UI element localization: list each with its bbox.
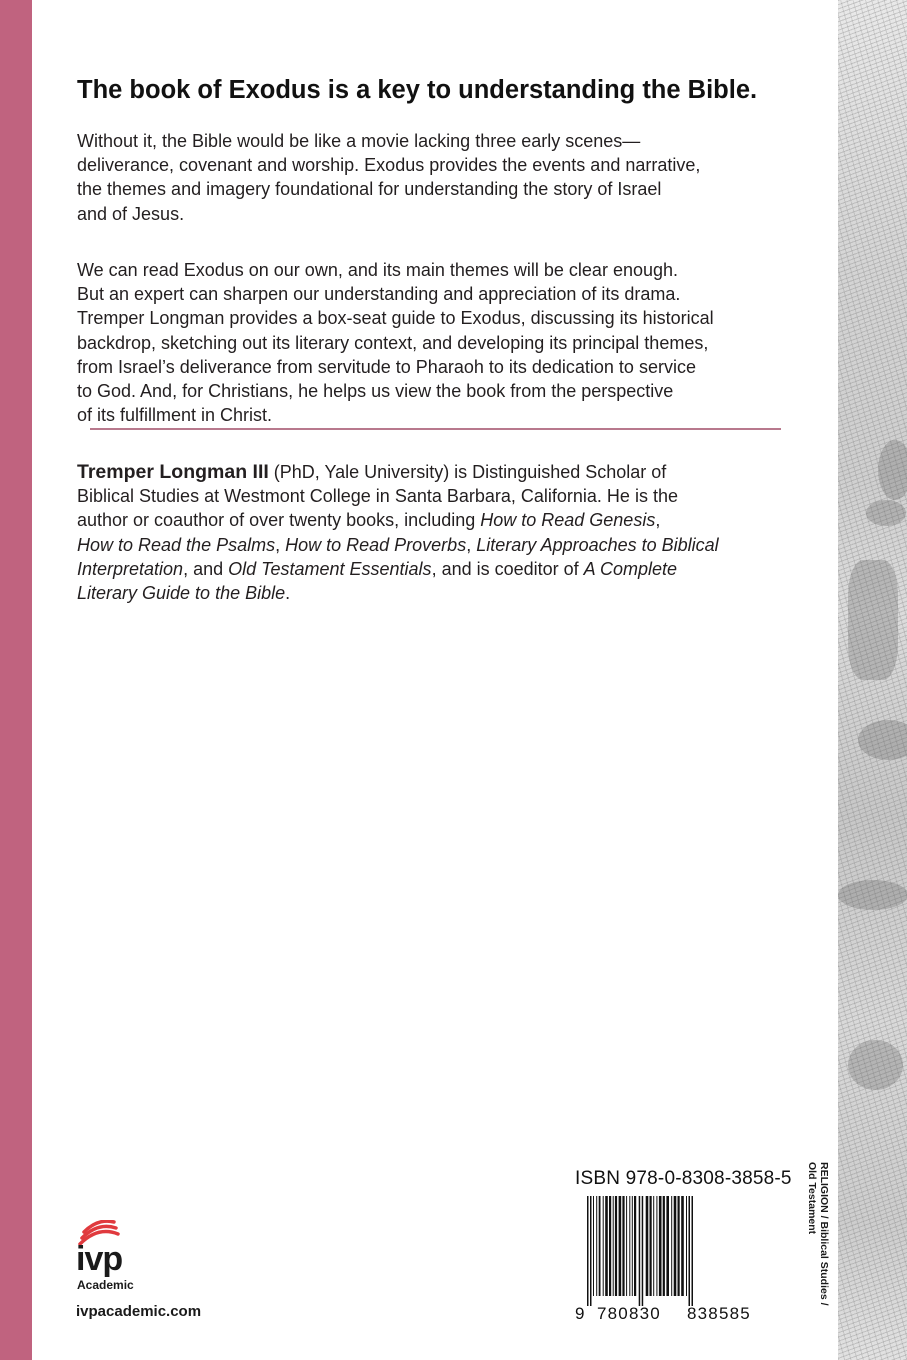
isbn-label: ISBN 978-0-8308-3858-5 xyxy=(575,1168,792,1189)
barcode-bar xyxy=(590,1196,592,1306)
barcode-bar xyxy=(622,1196,624,1296)
barcode-bar xyxy=(593,1196,594,1296)
book-title: Interpretation xyxy=(77,558,184,579)
barcode-bar xyxy=(629,1196,630,1296)
barcode-bar xyxy=(642,1196,644,1306)
book-title: How to Read Proverbs xyxy=(285,534,467,555)
text-line: Literary Guide to the Bible. xyxy=(77,583,291,604)
barcode-digits-left: 780830 xyxy=(597,1304,661,1323)
barcode-bar xyxy=(599,1196,601,1296)
left-color-band xyxy=(0,0,32,1360)
barcode-bar xyxy=(663,1196,665,1296)
barcode-bar xyxy=(671,1196,672,1296)
text-line: Biblical Studies at Westmont College in Santa Barbara, California. He is the xyxy=(77,486,678,507)
barcode-bar xyxy=(615,1196,617,1296)
barcode-bar xyxy=(626,1196,627,1296)
barcode-bar xyxy=(603,1196,604,1296)
barcode-bar xyxy=(619,1196,622,1296)
text-line: Without it, the Bible would be like a movie lacking three early scenes— xyxy=(77,131,641,151)
logo-wordmark: ivp xyxy=(76,1240,123,1278)
book-title: Old Testament Essentials xyxy=(228,558,432,579)
barcode-bar xyxy=(605,1196,608,1296)
text-line: Tremper Longman III (PhD, Yale University) is Distinguished Scholar of xyxy=(77,461,667,483)
category-line: RELIGION / Biblical Studies / xyxy=(818,1162,830,1306)
author-bio xyxy=(77,460,719,605)
text-line: But an expert can sharpen our understanding and appreciation of its drama. xyxy=(77,284,681,305)
text-line: How to Read the Psalms, How to Read Proverbs, Literary Approaches to Biblical xyxy=(77,534,719,555)
text-line: Interpretation, and Old Testament Essentials, and is coeditor of A Complete xyxy=(77,558,678,579)
category-line: Old Testament xyxy=(806,1162,818,1235)
barcode-bar xyxy=(634,1196,636,1296)
category-label xyxy=(806,1162,830,1306)
text-line: backdrop, sketching out its literary context, and developing its principal themes, xyxy=(77,332,709,353)
logo-subtext: Academic xyxy=(77,1278,134,1292)
text-line: author or coauthor of over twenty books, including How to Read Genesis, xyxy=(77,510,661,531)
text-line: of its fulfillment in Christ. xyxy=(77,405,273,426)
text-line: deliverance, covenant and worship. Exodus provides the events and narrative, xyxy=(77,155,701,176)
section-divider xyxy=(90,428,781,430)
text-line: We can read Exodus on our own, and its main themes will be clear enough. xyxy=(77,260,679,280)
barcode-bar xyxy=(666,1196,669,1296)
description-paragraph-1 xyxy=(77,129,700,226)
book-title: Literary Guide to the Bible xyxy=(77,583,286,604)
barcode-bar xyxy=(609,1196,611,1296)
barcode-bar xyxy=(646,1196,649,1296)
book-title: How to Read Genesis xyxy=(480,510,656,531)
book-title: Literary Approaches to Biblical xyxy=(476,534,719,555)
barcode-bar xyxy=(632,1196,633,1296)
book-title: A Complete xyxy=(583,558,678,579)
text-line: the themes and imagery foundational for understanding the story of Israel xyxy=(77,179,662,200)
barcode-bar xyxy=(650,1196,652,1296)
barcode-bar xyxy=(692,1196,694,1306)
author-name: Tremper Longman III xyxy=(77,461,269,483)
text-line: Tremper Longman provides a box-seat guide to Exodus, discussing its historical xyxy=(77,308,714,329)
isbn-barcode-block xyxy=(575,1160,792,1330)
text-line: from Israel’s deliverance from servitude to Pharaoh to its dedication to service xyxy=(77,356,696,377)
barcode-icon xyxy=(585,1196,775,1306)
book-title: How to Read the Psalms xyxy=(77,534,276,555)
publisher-logo xyxy=(76,1220,156,1300)
barcode-bar xyxy=(656,1196,657,1296)
barcode-bar xyxy=(587,1196,589,1306)
barcode-bar xyxy=(613,1196,614,1296)
barcode-bar xyxy=(596,1196,597,1296)
barcode-bar xyxy=(689,1196,691,1306)
text-line: and of Jesus. xyxy=(77,203,185,224)
barcode-bar xyxy=(674,1196,677,1296)
description-paragraph-2 xyxy=(77,258,714,427)
barcode-digits-right: 838585 xyxy=(687,1304,751,1323)
barcode-bar xyxy=(686,1196,687,1296)
text-line: to God. And, for Christians, he helps us view the book from the perspective xyxy=(77,381,674,402)
headline: The book of Exodus is a key to understanding the Bible. xyxy=(77,76,758,104)
barcode-digit-first: 9 xyxy=(575,1304,585,1323)
barcode-bar xyxy=(681,1196,684,1296)
barcode-bar xyxy=(678,1196,680,1296)
barcode-bar xyxy=(659,1196,662,1296)
barcode-bar xyxy=(653,1196,654,1296)
publisher-website: ivpacademic.com xyxy=(76,1303,202,1320)
cover-engraving-strip xyxy=(838,0,907,1360)
barcode-bar xyxy=(639,1196,641,1306)
